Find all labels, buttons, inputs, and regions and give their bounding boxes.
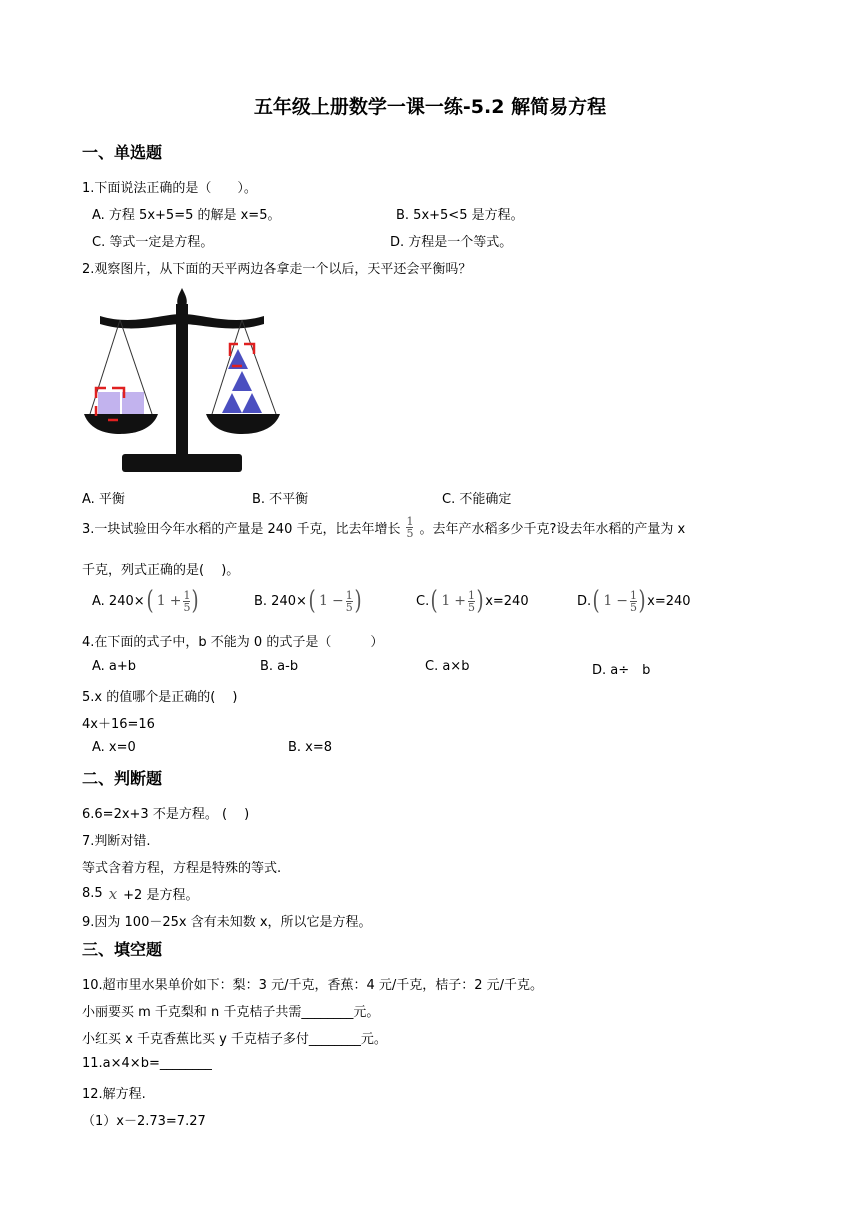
one-digit: 1 (441, 593, 451, 609)
q4-stem: 4.在下面的式子中，b 不能为 0 的式子是（ ） (82, 635, 384, 650)
q3-stem-line2: 千克，列式正确的是( )。 (82, 563, 240, 578)
frac-num: 1 (183, 588, 191, 602)
q8-statement (82, 884, 198, 903)
q9-statement: 9.因为 100－25x 含有未知数 x，所以它是方程。 (82, 915, 372, 930)
q3-option-d-prefix: D. (577, 593, 592, 609)
page-title: 五年级上册数学一课一练-5.2 解简易方程 (253, 96, 607, 118)
minus-sign: − (331, 593, 344, 609)
q7-statement: 等式含着方程，方程是特殊的等式. (82, 861, 282, 876)
q10-blank-2[interactable]: 小红买 x 千克香蕉比买 y 千克桔子多付________元。 (82, 1032, 387, 1047)
q2-option-b[interactable]: B. 不平衡 (252, 492, 309, 507)
q3-fraction (406, 516, 413, 539)
q3-option-a[interactable] (92, 588, 201, 614)
q10-stem: 10.超市里水果单价如下：梨：3 元/千克，香蕉：4 元/千克，桔子：2 元/千克。 (82, 978, 544, 993)
minus-sign: − (616, 593, 628, 609)
q3-option-a-expression (145, 588, 201, 614)
q12-part-1: （1）x－2.73=7.27 (82, 1114, 206, 1129)
q10-blank-1[interactable]: 小丽要买 m 千克梨和 n 千克桔子共需________元。 (82, 1005, 380, 1020)
section-heading-fill-in: 三、填空题 (82, 940, 163, 959)
right-pan (206, 414, 280, 434)
left-pan (84, 414, 158, 434)
q3-stem-pre: 3.一块试验田今年水稻的产量是 240 千克，比去年增长 (82, 522, 401, 537)
q3-option-b[interactable] (254, 588, 363, 614)
one-digit: 1 (156, 593, 166, 609)
one-digit: 1 (319, 593, 328, 609)
section-heading-true-false: 二、判断题 (82, 769, 163, 788)
left-paren: ( (308, 586, 316, 616)
plus-sign: + (169, 593, 182, 609)
q2-option-a[interactable]: A. 平衡 (82, 492, 125, 507)
q3-fraction-numerator: 1 (406, 515, 414, 528)
plus-sign: + (454, 593, 467, 609)
q12-stem: 12.解方程. (82, 1087, 146, 1102)
q5-option-b[interactable]: B. x=8 (288, 740, 333, 755)
q1-option-c[interactable]: C. 等式一定是方程。 (92, 235, 214, 250)
q3-option-d[interactable] (577, 588, 691, 614)
q3-option-d-suffix: x=240 (647, 593, 691, 609)
frac-den: 5 (468, 600, 476, 614)
q1-stem: 1.下面说法正确的是（ ）。 (82, 181, 257, 196)
q5-option-a[interactable]: A. x=0 (92, 740, 136, 755)
one-digit: 1 (603, 593, 613, 609)
q11-blank[interactable]: 11.a×4×b=________ (82, 1056, 212, 1071)
q3-option-d-expression (591, 588, 647, 614)
right-paren: ) (476, 586, 484, 616)
right-paren: ) (191, 586, 200, 616)
q3-option-c[interactable] (416, 588, 529, 614)
q3-fraction-denominator: 5 (406, 527, 414, 540)
left-paren: ( (146, 586, 154, 616)
q3-option-a-prefix: A. 240× (92, 593, 145, 609)
q1-option-a[interactable]: A. 方程 5x+5=5 的解是 x=5。 (92, 208, 281, 223)
right-paren: ) (638, 586, 646, 616)
q5-stem: 5.x 的值哪个是正确的( ) (82, 690, 238, 705)
q4-option-d[interactable]: D. a÷ b (592, 663, 651, 678)
frac-num: 1 (468, 588, 476, 602)
section-heading-single-choice: 一、单选题 (82, 143, 163, 162)
left-paren: ( (430, 586, 438, 616)
q3-stem-post: 。去年产水稻多少千克?设去年水稻的产量为 x (419, 522, 686, 537)
q6-statement: 6.6=2x+3 不是方程。 ( ) (82, 807, 250, 822)
frac-den: 5 (183, 600, 191, 614)
q4-option-c[interactable]: C. a×b (425, 659, 470, 674)
q8-suffix: +2 是方程。 (123, 888, 199, 903)
q3-option-b-prefix: B. 240× (254, 593, 307, 609)
q1-option-d[interactable]: D. 方程是一个等式。 (390, 235, 513, 250)
left-squares (98, 392, 144, 414)
q5-equation: 4x＋16=16 (82, 717, 155, 732)
frac-den: 5 (629, 600, 637, 614)
frac-num: 1 (345, 588, 353, 602)
right-paren: ) (354, 586, 362, 616)
q7-stem: 7.判断对错. (82, 834, 151, 849)
q8-variable-x: x (108, 884, 118, 903)
q2-option-c[interactable]: C. 不能确定 (442, 492, 512, 507)
q3-option-c-suffix: x=240 (485, 593, 529, 609)
q3-option-b-expression (307, 588, 363, 614)
q8-prefix: 8.5 (82, 886, 103, 901)
frac-num: 1 (629, 588, 637, 602)
balance-scale-figure (82, 286, 282, 476)
q4-option-b[interactable]: B. a-b (260, 659, 299, 674)
q2-stem: 2.观察图片，从下面的天平两边各拿走一个以后，天平还会平衡吗？ (82, 262, 472, 277)
q3-option-c-expression (429, 588, 485, 614)
q4-option-a[interactable]: A. a+b (92, 659, 137, 674)
q3-option-c-prefix: C. (416, 593, 430, 609)
frac-den: 5 (345, 600, 353, 614)
q1-option-b[interactable]: B. 5x+5<5 是方程。 (396, 208, 524, 223)
left-paren: ( (592, 586, 600, 616)
q3-stem-line1 (82, 516, 685, 539)
